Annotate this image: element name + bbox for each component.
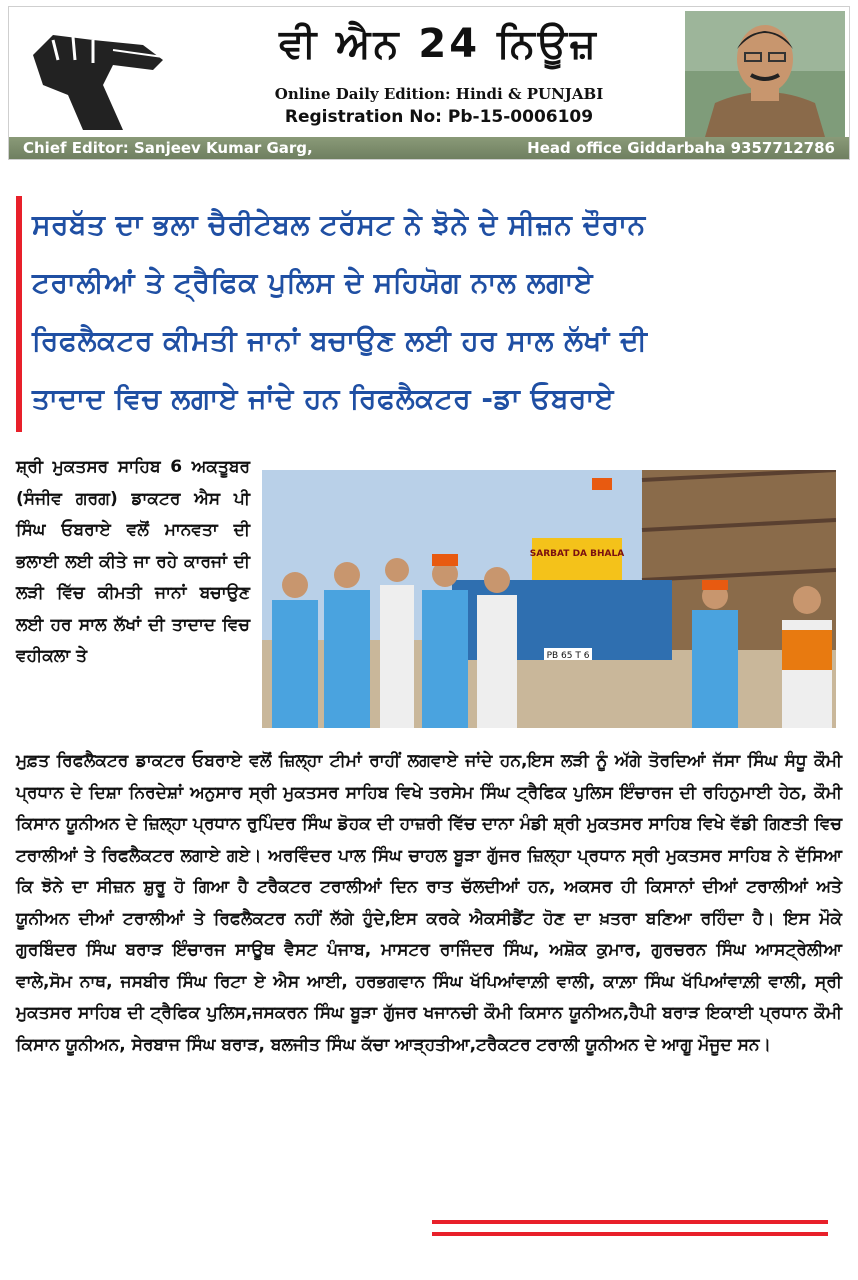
article-column-text: ਸ਼੍ਰੀ ਮੁਕਤਸਰ ਸਾਹਿਬ 6 ਅਕਤੂਬਰ (ਸੰਜੀਵ ਗਰਗ) ਡਾਕਟਰ ਐਸ ਪੀ ਸਿੰਘ ਓਬਰਾਏ ਵਲੋਂ ਮਾਨਵਤਾ ਦੀ ਭਲਾਈ ਲਈ ਕੀਤੇ ਜਾ ਰਹੇ ਕਾਰਜਾਂ ਦੀ ਲੜੀ ਵਿੱਚ ਕੀਮਤੀ ਜਾਨਾਂ ਬਚਾਉਣ ਲਈ ਹਰ ਸਾਲ ਲੱਖਾਂ ਦੀ ਤਾਦਾਦ ਵਿਚ ਵਹੀਕਲਾ ਤੇ	[16, 457, 250, 666]
raised-fist-icon	[23, 15, 173, 135]
brand-title: ਵੀ ਐਨ 24 ਨਿਊਜ਼	[279, 21, 599, 67]
headline-line-1: ਸਰਬੱਤ ਦਾ ਭਲਾ ਚੈਰੀਟੇਬਲ ਟਰੱਸਟ ਨੇ ਝੋਨੇ ਦੇ ਸੀਜ਼ਨ ਦੌਰਾਨ	[32, 208, 646, 241]
head-office: Head office Giddarbaha 9357712786	[527, 139, 835, 157]
chief-editor: Chief Editor: Sanjeev Kumar Garg,	[23, 139, 313, 157]
group-photo-image	[262, 470, 836, 728]
masthead	[8, 6, 850, 160]
edition-line: Online Daily Edition: Hindi & PUNJABI	[274, 85, 604, 103]
editor-portrait	[685, 11, 845, 137]
headline-line-4: ਤਾਦਾਦ ਵਿਚ ਲਗਾਏ ਜਾਂਦੇ ਹਨ ਰਿਫਲੈਕਟਰ -ਡਾ ਓਬਰਾਏ	[32, 382, 614, 415]
divider-line-bottom	[432, 1232, 828, 1236]
article-body-text: ਮੁਫ਼ਤ ਰਿਫਲੈਕਟਰ ਡਾਕਟਰ ਓਬਰਾਏ ਵਲੋਂ ਜ਼ਿਲ੍ਹਾ ਟੀਮਾਂ ਰਾਹੀਂ ਲਗਵਾਏ ਜਾਂਦੇ ਹਨ,ਇਸ ਲੜੀ ਨੂੰ ਅੱਗੇ ਤੋਰਦਿਆਂ ਜੱਸਾ ਸਿੰਘ ਸੰਧੂ ਕੌਮੀ ਪ੍ਰਧਾਨ ਦੇ ਦਿਸ਼ਾ ਨਿਰਦੇਸ਼ਾਂ ਅਨੁਸਾਰ ਸ੍ਰੀ ਮੁਕਤਸਰ ਸਾਹਿਬ ਵਿਖੇ ਤਰਸੇਮ ਸਿੰਘ ਟ੍ਰੈਫਿਕ ਪੁਲਿਸ ਇੰਚਾਰਜ ਦੀ ਰਹਿਨੁਮਾਈ ਹੇਠ, ਕੌਮੀ ਕਿਸਾਨ ਯੂਨੀਅਨ ਦੇ ਜ਼ਿਲ੍ਹਾ ਪ੍ਰਧਾਨ ਰੁਪਿੰਦਰ ਸਿੰਘ ਡੋਹਕ ਦੀ ਹਾਜ਼ਰੀ ਵਿੱਚ ਦਾਨਾ ਮੰਡੀ ਸ਼੍ਰੀ ਮੁਕਤਸਰ ਸਾਹਿਬ ਵਿਖੇ ਵੱਡੀ ਗਿਣਤੀ ਵਿਚ ਟਰਾਲੀਆਂ ਤੇ ਰਿਫਲੈਕਟਰ ਲਗਾਏ ਗਏ। ਅਰਵਿੰਦਰ ਪਾਲ ਸਿੰਘ ਚਾਹਲ ਬੂੜਾ ਗੁੱਜਰ ਜ਼ਿਲ੍ਹਾ ਪ੍ਰਧਾਨ ਸ੍ਰੀ ਮੁਕਤਸਰ ਸਾਹਿਬ ਨੇ ਦੱਸਿਆ ਕਿ ਝੋਨੇ ਦਾ ਸੀਜ਼ਨ ਸ਼ੁਰੂ ਹੋ ਗਿਆ ਹੈ ਟਰੈਕਟਰ ਟਰਾਲੀਆਂ ਦਿਨ ਰਾਤ ਚੱਲਦੀਆਂ ਹਨ, ਅਕਸਰ ਹੀ ਕਿਸਾਨਾਂ ਦੀਆਂ ਟਰਾਲੀਆਂ ਅਤੇ ਯੂਨੀਅਨ ਦੀਆਂ ਟਰਾਲੀਆਂ ਤੇ ਰਿਫਲੈਕਟਰ ਨਹੀਂ ਲੱਗੇ ਹੁੰਦੇ,ਇਸ ਕਰਕੇ ਐਕਸੀਡੈਂਟ ਹੋਣ ਦਾ ਖ਼ਤਰਾ ਬਣਿਆ ਰਹਿੰਦਾ ਹੈ। ਇਸ ਮੌਕੇ ਗੁਰਬਿੰਦਰ ਸਿੰਘ ਬਰਾੜ ਇੰਚਾਰਜ ਸਾਊਥ ਵੈਸਟ ਪੰਜਾਬ, ਮਾਸਟਰ ਰਾਜਿੰਦਰ ਸਿੰਘ, ਅਸ਼ੋਕ ਕੁਮਾਰ, ਗੁਰਚਰਨ ਸਿੰਘ ਆਸਟ੍ਰੇਲੀਆ ਵਾਲੇ,ਸੋਮ ਨਾਥ, ਜਸਬੀਰ ਸਿੰਘ ਰਿਟਾ ਏ ਐਸ ਆਈ, ਹਰਭਗਵਾਨ ਸਿੰਘ ਖੱਪਿਆਂਵਾਲ਼ੀ ਵਾਲੀ, ਕਾਲ਼ਾ ਸਿੰਘ ਖੱਪਿਆਂਵਾਲ਼ੀ ਵਾਲੀ, ਸ੍ਰੀ ਮੁਕਤਸਰ ਸਾਹਿਬ ਦੀ ਟ੍ਰੈਫਿਕ ਪੁਲਿਸ,ਜਸਕਰਨ ਸਿੰਘ ਬੂੜਾ ਗੁੱਜਰ ਖਜਾਨਚੀ ਕੌਮੀ ਕਿਸਾਨ ਯੂਨੀਅਨ,ਹੈਪੀ ਬਰਾੜ ਇਕਾਈ ਪ੍ਰਧਾਨ ਕੌਮੀ ਕਿਸਾਨ ਯੂਨੀਅਨ, ਸੇਰਬਾਜ ਸਿੰਘ ਬਰਾੜ, ਬਲਜੀਤ ਸਿੰਘ ਕੱਚਾ ਆੜ੍ਹਤੀਆ,ਟਰੈਕਟਰ ਟਰਾਲੀ ਯੂਨੀਅਨ ਦੇ ਆਗੂ ਮੌਜੂਦ ਸਨ।	[16, 751, 842, 1055]
headline-line-3: ਰਿਫਲੈਕਟਰ ਕੀਮਤੀ ਜਾਨਾਂ ਬਚਾਉਣ ਲਈ ਹਰ ਸਾਲ ਲੱਖਾਂ ਦੀ	[32, 324, 648, 357]
headline-block	[16, 196, 842, 432]
info-bar	[9, 137, 849, 159]
headline-line-2: ਟਰਾਲੀਆਂ ਤੇ ਟ੍ਰੈਫਿਕ ਪੁਲਿਸ ਦੇ ਸਹਿਯੋਗ ਨਾਲ ਲਗਾਏ	[32, 266, 594, 299]
footer-divider	[432, 1220, 828, 1238]
registration-line: Registration No: Pb-15-0006109	[284, 107, 594, 127]
photo-banner-text: SARBAT DA BHALA	[529, 549, 625, 559]
photo-plate-text: PB 65 T 6	[546, 651, 590, 661]
divider-line-top	[432, 1220, 828, 1224]
